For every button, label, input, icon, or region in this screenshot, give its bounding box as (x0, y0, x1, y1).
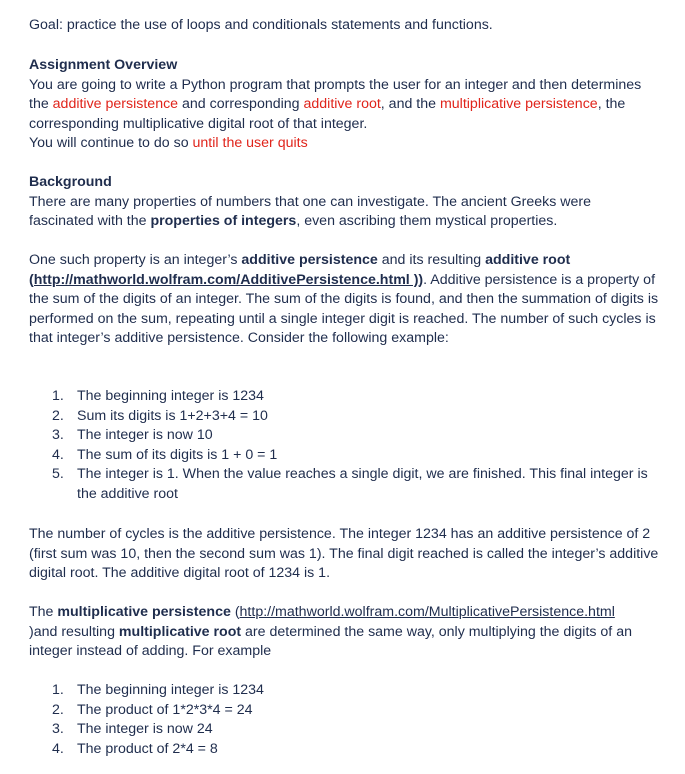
additive-persistence-term: additive persistence (52, 96, 179, 112)
multiplicative-text-3: )and resulting (29, 623, 119, 640)
until-quits-term: until the user quits (192, 135, 308, 151)
multiplicative-persistence-paragraph (29, 603, 659, 662)
overview-heading: Assignment Overview (29, 57, 178, 73)
additive-persistence-paragraph: One such property is an integer’s additive persistence and its resulting additive root (http://mathworld.wolfram.com/AdditivePersistence.html )). Additive persistence is a property of the sum of the digits of an integer. The sum of the digits is found, and then the summation of digits is performed on the sum, repeating until a single integer digit is reached. The number of such cycles is that integer’s additive persistence. Consider the following example: (29, 252, 659, 346)
additive-persistence-link[interactable]: (http://mathworld.wolfram.com/AdditivePersistence.html ) (29, 271, 419, 288)
additive-summary-paragraph: The number of cycles is the additive persistence. The integer 1234 has an additive persistence of 2 (first sum was 10, then the second sum was 1). The final digit reached is called the integer’s additive digital root. The additive digital root of 1234 is 1. (29, 526, 659, 581)
background-heading: Background (29, 174, 112, 190)
list-item: 4. The sum of its digits is 1 + 0 = 1 (52, 446, 278, 463)
multiplicative-text-1: The (29, 604, 58, 620)
multiplicative-persistence-bold: multiplicative persistence (57, 604, 231, 620)
additive-steps-list (29, 387, 659, 504)
list-item: 1. The beginning integer is 1234 (52, 682, 264, 698)
list-item: 2. Sum its digits is 1+2+3+4 = 10 (52, 407, 268, 424)
multiplicative-text-2: ( (230, 604, 240, 620)
background-text-2: , even ascribing them mystical properties. (296, 213, 558, 229)
list-item: 2. The product of 1*2*3*4 = 24 (52, 701, 253, 718)
background-paragraph (29, 193, 659, 232)
overview-text-2: and corresponding (178, 96, 304, 112)
overview-text-1: You are going to write a Python program that prompts the user for an integer and then determines the (29, 76, 642, 112)
list-item: 4. The product of 2*4 = 8 (52, 740, 218, 757)
multiplicative-text-4: are determined the same way, only multiplying the digits of an integer instead of adding. For example (29, 623, 632, 659)
additive-persistence-bold: additive persistence (241, 252, 378, 268)
background-section (29, 173, 659, 232)
list-item: 1. The beginning integer is 1234 (52, 388, 264, 404)
list-item: 3. The integer is now 10 (52, 427, 213, 443)
additive-text-1: One such property is an integer’s (29, 252, 242, 268)
additive-root-bold: additive root (485, 252, 571, 268)
multiplicative-root-bold: multiplicative root (118, 623, 242, 640)
multiplicative-steps-list (29, 681, 659, 759)
additive-text-2: and its resulting (377, 252, 486, 268)
additive-root-term: additive root (303, 96, 381, 112)
overview-text-4: , the corresponding multiplicative digital root of that integer. (29, 96, 626, 132)
overview-paragraph (29, 76, 659, 135)
continue-text: You will continue to do so (29, 135, 193, 151)
multiplicative-persistence-term: multiplicative persistence (439, 96, 598, 112)
additive-text-3: . Additive persistence is a property of the sum of the digits of an integer. The sum of the digits is found, and then the summation of digits is performed on the sum, repeating until a single integer digit is reached. The number of such cycles is that integer’s additive persistence. Consider the following example: (29, 271, 659, 346)
background-text-1: There are many properties of numbers that one can investigate. The ancient Greeks were fascinated with the (29, 193, 592, 229)
multiplicative-persistence-link[interactable]: http://mathworld.wolfram.com/MultiplicativePersistence.html (239, 604, 615, 620)
assignment-overview-section (29, 56, 659, 154)
overview-continue-line (29, 134, 659, 154)
properties-of-integers-term: properties of integers (150, 213, 297, 229)
goal-text: Goal: practice the use of loops and conditionals statements and functions. (29, 17, 493, 33)
list-item: 5. The integer is 1. When the value reaches a single digit, we are finished. This final integer is the additive root (52, 466, 648, 502)
overview-text-3: , and the (380, 96, 440, 112)
list-item: 3. The integer is now 24 (52, 721, 213, 737)
